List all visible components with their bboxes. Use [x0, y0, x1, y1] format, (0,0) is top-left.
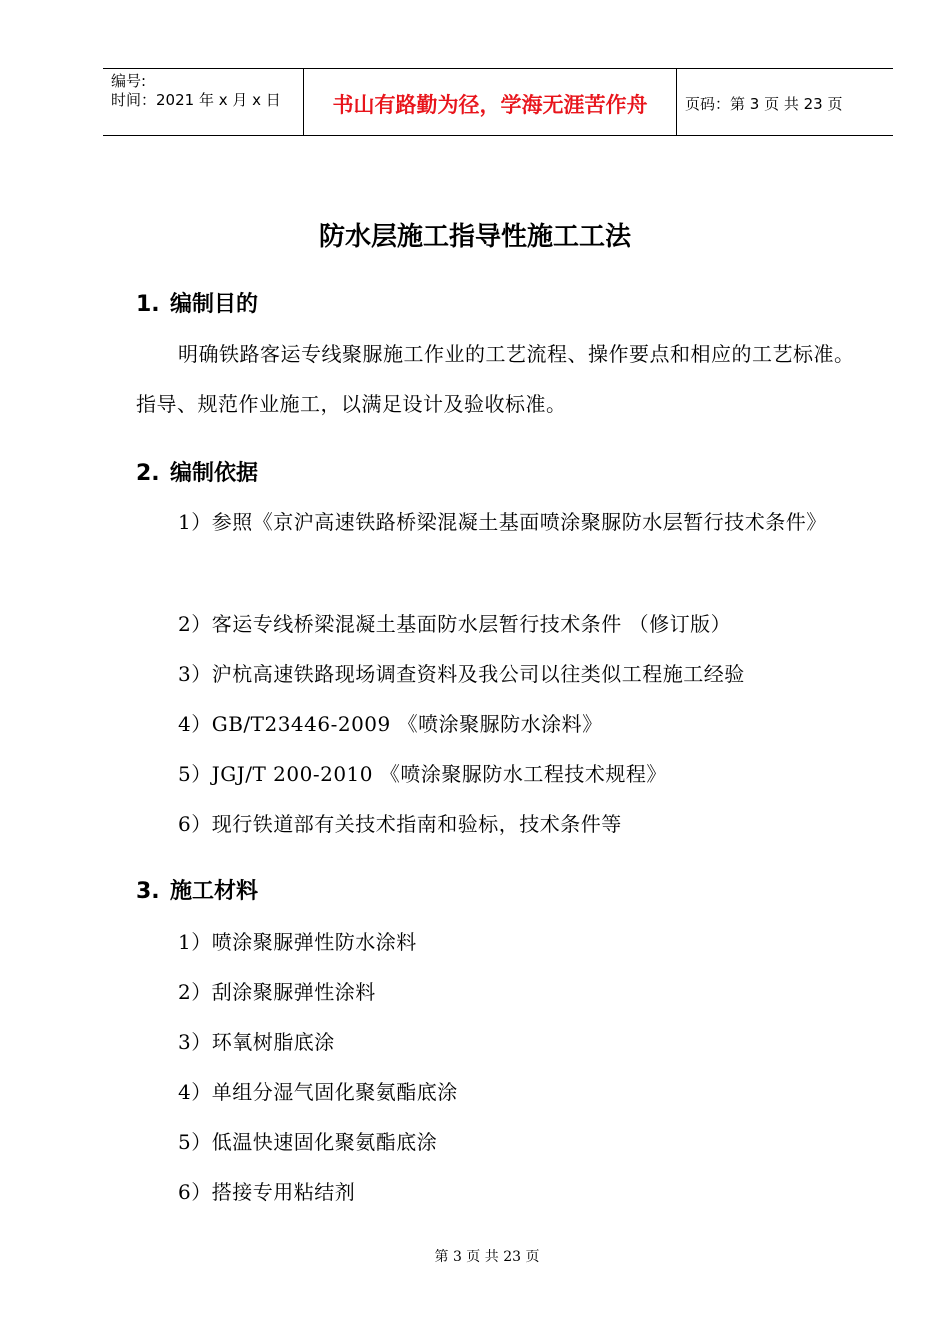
section-heading-3 — [136, 874, 258, 905]
list-item: 5）JGJ/T 200-2010 《喷涂聚脲防水工程技术规程》 — [178, 762, 667, 786]
section-title: 施工材料 — [170, 879, 259, 904]
header-meta — [103, 69, 304, 135]
list-item: 6）现行铁道部有关技术指南和验标，技术条件等 — [178, 812, 622, 836]
page-header — [103, 68, 893, 136]
list-item: 3）环氧树脂底涂 — [178, 1030, 335, 1054]
list-item: 3）沪杭高速铁路现场调查资料及我公司以往类似工程施工经验 — [178, 662, 745, 686]
list-item: 6）搭接专用粘结剂 — [178, 1180, 356, 1204]
section-1-paragraph: 明确铁路客运专线聚脲施工作业的工艺流程、操作要点和相应的工艺标准。指导、规范作业施工，以满足设计及验收标准。 — [136, 342, 855, 416]
document-title: 防水层施工指导性施工工法 — [318, 222, 631, 252]
list-item: 1）喷涂聚脲弹性防水涂料 — [178, 930, 417, 954]
section-number: 1. — [136, 292, 160, 317]
section-title: 编制目的 — [170, 292, 259, 317]
list-item: 4）GB/T23446-2009 《喷涂聚脲防水涂料》 — [178, 712, 603, 736]
section-heading-1 — [136, 287, 258, 318]
serial-label: 编号: — [111, 72, 147, 90]
list-item: 1）参照《京沪高速铁路桥梁混凝土基面喷涂聚脲防水层暂行技术条件》 — [178, 510, 827, 534]
section-heading-2 — [136, 456, 258, 487]
page-footer: 第 3 页 共 23 页 — [434, 1249, 540, 1265]
section-number: 3. — [136, 879, 160, 904]
list-item: 2）刮涂聚脲弹性涂料 — [178, 980, 376, 1004]
list-item: 5）低温快速固化聚氨酯底涂 — [178, 1130, 438, 1154]
section-number: 2. — [136, 461, 160, 486]
date-label: 时间：2021 年 x 月 x 日 — [111, 91, 281, 109]
section-title: 编制依据 — [170, 461, 259, 486]
header-page-number: 页码：第 3 页 共 23 页 — [685, 94, 843, 113]
list-item: 2）客运专线桥梁混凝土基面防水层暂行技术条件 （修订版） — [178, 612, 732, 636]
header-motto: 书山有路勤为径，学海无涯苦作舟 — [304, 69, 677, 135]
list-item: 4）单组分湿气固化聚氨酯底涂 — [178, 1080, 458, 1104]
